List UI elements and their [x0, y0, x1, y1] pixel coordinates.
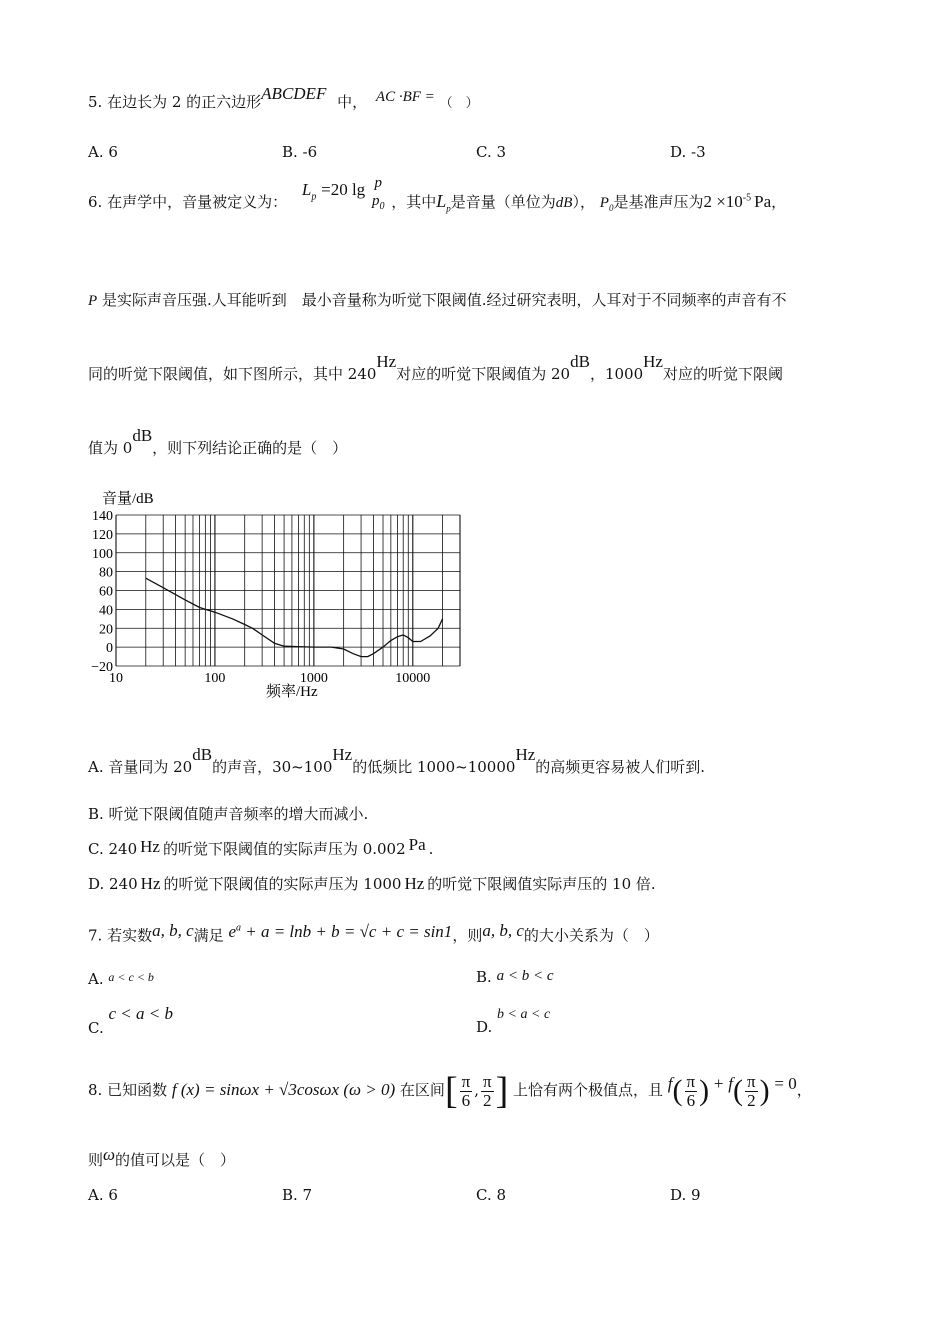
- q8-option-d: D. 9: [670, 1186, 701, 1204]
- q8-option-c: C. 8: [476, 1186, 507, 1204]
- x-tick-label: 10000: [395, 671, 431, 686]
- chart-y-label: 音量/dB: [102, 491, 154, 507]
- q7-condition: $e^a + a = \ln b + b = √c + c = \sin 1$: [228, 921, 453, 941]
- q6-lp-desc-end: ），: [572, 193, 595, 211]
- q5-prefix: 5. 在边长为 2 的正六边形: [88, 93, 262, 111]
- x-tick-label: 10: [109, 671, 123, 686]
- q6-stem-line2: [88, 290, 787, 311]
- chart-y-ticks: [91, 509, 113, 675]
- q6-stem-line1: 6. 在声学中，音量被定义为： $L_p =20$ lg p $p_0$ ，其中$L_p$是音量（单位为dB）， $P_0$是基准声压为$2 \times 10^{-5}$ Pa，: [88, 182, 786, 224]
- x-tick-label: 1000: [299, 671, 328, 686]
- q8-stem-line2: 则ω的值可以是（ ）: [88, 1145, 236, 1169]
- q8-interval-left: $\frac{\pi}{6}$: [461, 1071, 471, 1110]
- y-tick-label: 20: [99, 622, 113, 638]
- q8-interval-open: [: [444, 1070, 458, 1112]
- q8-stem: 8. 已知函数 f (x) = sinωx + √3cosωx (ω > 0) 在区间[ $\frac{\pi}{6}$ , $\frac{\pi}{2}$ ] 上恰有两个极值点，且 f( $\frac{\pi}{6}$ ) + f( $\frac{\pi}{2}$ ) = 0，: [88, 1070, 812, 1112]
- y-tick-label: 100: [92, 546, 113, 562]
- q5-option-b: B. -6: [282, 143, 318, 161]
- q6-after-formula: ，其中: [391, 193, 437, 211]
- q6-p0-symbol: $P_0$: [599, 195, 614, 213]
- q5-option-d: D. -3: [670, 143, 706, 161]
- q5-option-a: A. 6: [88, 143, 118, 161]
- hearing-threshold-chart: [80, 484, 480, 714]
- y-tick-label: 0: [106, 641, 113, 657]
- q6-formula-lhs: $L_p$: [301, 180, 317, 203]
- q7-option-b: B. a < b < c: [476, 968, 554, 986]
- chart-x-label: 频率/Hz: [266, 684, 318, 700]
- q6-prefix: 6. 在声学中，音量被定义为：: [88, 193, 288, 211]
- q8-interval-close: ]: [495, 1070, 509, 1112]
- q6-option-b: B. 听觉下限阈值随声音频率的增大而减小.: [88, 805, 369, 823]
- q7-option-c: C. c < a < b: [88, 1004, 173, 1037]
- q6-option-d: D. 240 Hz 的听觉下限阈值的实际声压为 1000 Hz 的听觉下限阈值实际声压的 10 倍.: [88, 874, 656, 893]
- q5-option-c: C. 3: [476, 143, 507, 161]
- q7-option-a: A. $^{a < c < b}$: [88, 970, 154, 988]
- q6-formula-mid: =20 lg: [321, 180, 366, 199]
- q5-hexagon-name: ABCDEF: [261, 84, 327, 103]
- q5-expression: AC ·BF =: [375, 89, 435, 105]
- q8-option-b: B. 7: [282, 1186, 313, 1204]
- q8-interval-right: $\frac{\pi}{2}$: [482, 1071, 492, 1110]
- q7-stem: 7. 若实数a, b, c满足 $e^a + a = \ln b + b = √c + c = \sin 1$，则a, b, c的大小关系为（ ）: [88, 920, 659, 945]
- q6-option-c: C. 240 Hz 的听觉下限阈值的实际声压为 0.002 Pa .: [88, 835, 434, 858]
- q6-option-a: A. 音量同为 20dB的声音，30~100Hz的低频比 1000~10000Hz的高频更容易被人们听到.: [88, 745, 706, 776]
- q5-stem: [88, 84, 479, 114]
- q6-db-unit: dB: [555, 195, 573, 211]
- y-tick-label: −20: [91, 660, 113, 675]
- y-tick-label: 120: [92, 527, 113, 543]
- q6-stem-line3: 同的听觉下限阈值，如下图所示，其中 240Hz对应的听觉下限阈值为 20dB，1000Hz对应的听觉下限阈: [88, 352, 783, 383]
- q6-stem-line4: 值为 0dB，则下列结论正确的是（ ）: [88, 426, 348, 457]
- q5-middle: 中，: [337, 93, 368, 111]
- x-tick-label: 100: [204, 671, 226, 686]
- q8-function: f (x) = sinωx + √3cosωx (ω > 0): [171, 1080, 396, 1099]
- q6-p0-desc: 是基准声压为: [613, 193, 704, 211]
- q5-blank: （ ）: [439, 96, 479, 111]
- y-tick-label: 60: [99, 584, 113, 600]
- q6-lp-desc: 是音量（单位为: [450, 193, 556, 211]
- q6-lp-symbol: $L_p$: [436, 191, 451, 214]
- threshold-curve: [146, 578, 443, 656]
- q8-option-a: A. 6: [88, 1186, 118, 1204]
- q6-formula-fraction: p $p_0$: [371, 175, 385, 212]
- q6-p0-value: $2 \times 10^{-5}$ Pa: [703, 192, 772, 211]
- q8-arg2: $\frac{\pi}{2}$: [747, 1071, 756, 1110]
- q8-arg1: $\frac{\pi}{6}$: [686, 1071, 696, 1110]
- q6-line2-text: 是实际声音压强.人耳能听到 最小音量称为听觉下限阈值.经过研究表明，人耳对于不同频率的声音有不: [101, 291, 787, 309]
- y-tick-label: 80: [99, 565, 113, 581]
- q7-option-d: D. b < a < c: [476, 1007, 551, 1036]
- y-tick-label: 40: [99, 603, 113, 619]
- q6-p-symbol: P: [88, 293, 98, 309]
- y-tick-label: 140: [92, 509, 113, 524]
